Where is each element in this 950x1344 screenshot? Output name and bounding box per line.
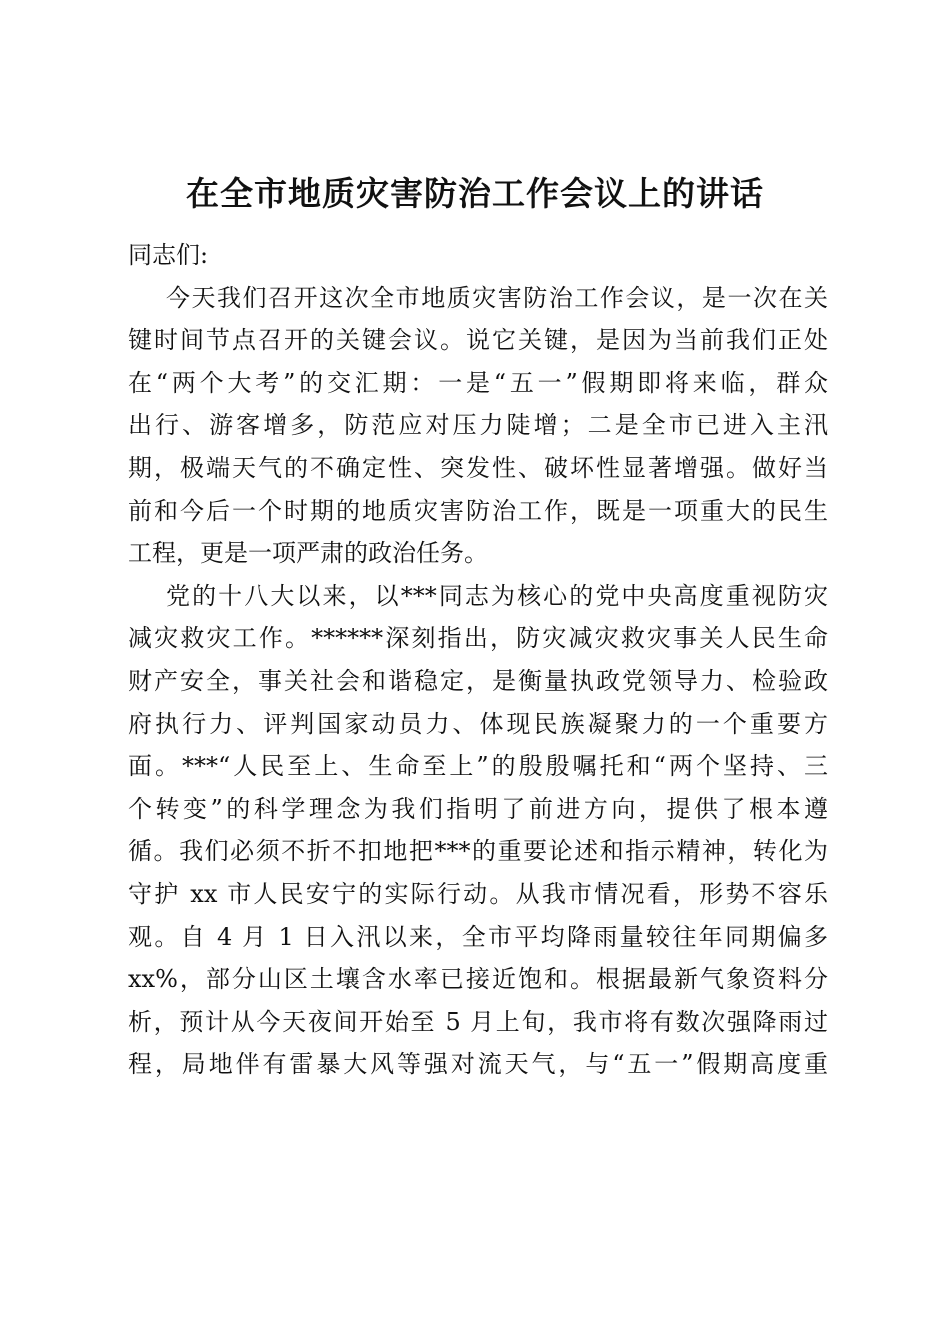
paragraph-line: 循。我们必须不折不扣地把***的重要论述和指示精神，转化为 [128,837,828,866]
document-title: 在全市地质灾害防治工作会议上的讲话 [186,174,764,213]
paragraph-line: 出行、游客增多，防范应对压力陡增；二是全市已进入主汛 [128,411,828,440]
paragraph-2 [128,575,828,1086]
paragraph-line: 今天我们召开这次全市地质灾害防治工作会议，是一次在关 [166,283,828,312]
paragraph-line: 在“两个大考”的交汇期：一是“五一”假期即将来临，群众 [128,368,828,397]
paragraph-line: 键时间节点召开的关键会议。说它关键，是因为当前我们正处 [128,326,828,355]
document-body [128,234,828,1086]
paragraph-line: 个转变”的科学理念为我们指明了前进方向，提供了根本遵 [128,794,828,823]
paragraph-line: 前和今后一个时期的地质灾害防治工作，既是一项重大的民生 [128,496,828,525]
paragraph-line: 工程，更是一项严肃的政治任务。 [128,539,488,568]
salutation: 同志们: [128,241,209,269]
paragraph-line: 期，极端天气的不确定性、突发性、破坏性显著增强。做好当 [128,453,828,482]
paragraph-line: 观。自 4 月 1 日入汛以来，全市平均降雨量较往年同期偏多 [128,922,828,951]
paragraph-line: xx%，部分山区土壤含水率已接近饱和。根据最新气象资料分 [128,965,828,994]
paragraph-line: 财产安全，事关社会和谐稳定，是衡量执政党领导力、检验政 [128,666,828,695]
paragraph-line: 析，预计从今天夜间开始至 5 月上旬，我市将有数次强降雨过 [128,1007,828,1036]
paragraph-line: 程，局地伴有雷暴大风等强对流天气，与“五一”假期高度重 [128,1050,828,1079]
paragraph-line: 守护 xx 市人民安宁的实际行动。从我市情况看，形势不容乐 [128,879,828,908]
paragraph-line: 减灾救灾工作。******深刻指出，防灾减灾救灾事关人民生命 [128,624,828,653]
paragraph-line: 府执行力、评判国家动员力、体现民族凝聚力的一个重要方 [128,709,828,738]
paragraph-line: 党的十八大以来，以***同志为核心的党中央高度重视防灾 [166,581,828,610]
paragraph-line: 面。***“人民至上、生命至上”的殷殷嘱托和“两个坚持、三 [128,752,828,781]
paragraph-1 [128,277,828,575]
